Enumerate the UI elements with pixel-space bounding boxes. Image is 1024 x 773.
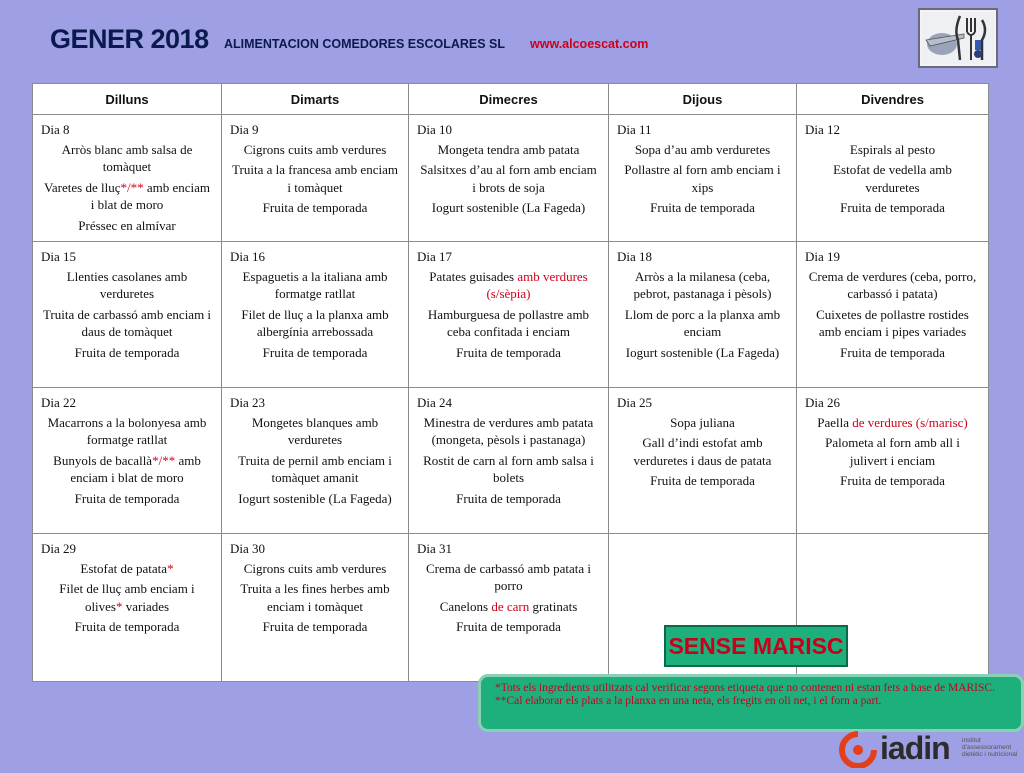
dish-text: gratinats xyxy=(529,598,578,614)
cutlery-logo-icon xyxy=(918,8,998,68)
dish-text: Patates guisades xyxy=(429,268,518,284)
dish-text: Fruita de temporada xyxy=(262,344,368,360)
dish-text: Truita de pernil amb enciam i tomàquet amanit xyxy=(238,452,392,485)
dish-text: Fruita de temporada xyxy=(74,344,180,360)
day-cell xyxy=(797,242,989,388)
dish-item xyxy=(805,199,980,217)
dish-item xyxy=(230,414,400,449)
dish-text: Varetes de lluç xyxy=(43,179,121,195)
dish-text: Iogurt sostenible (La Fageda) xyxy=(238,490,392,506)
dish-item xyxy=(230,344,400,362)
dish-item xyxy=(617,344,788,362)
dish-text: Fruita de temporada xyxy=(840,344,945,360)
page-header xyxy=(0,0,1024,80)
dish-text: Salsitxes d’au al forn amb enciam i brots de soja xyxy=(420,162,597,195)
dish-item xyxy=(41,618,213,636)
dish-highlight-text: de carn xyxy=(491,598,530,614)
dish-text: Canelons xyxy=(439,598,492,614)
dish-item xyxy=(41,452,213,487)
dish-text: amb enciam i blat de moro xyxy=(90,179,211,212)
dish-text: Paella xyxy=(817,414,853,430)
dish-highlight-text: amb verdures (s/sèpia) xyxy=(486,268,588,301)
day-label: Dia 16 xyxy=(230,249,266,264)
website-link[interactable]: www.alcoescat.com xyxy=(530,37,649,51)
iadin-mark-icon xyxy=(838,730,878,768)
dish-item xyxy=(417,414,600,449)
week-row xyxy=(33,242,989,388)
dish-text: Truita a la francesa amb enciam i tomàquet xyxy=(232,162,398,195)
day-label: Dia 17 xyxy=(417,249,453,264)
iadin-logo xyxy=(838,730,1024,768)
dish-item xyxy=(41,141,213,176)
note-line-2: **Cal elaborar els plats a la planxa en una neta, els fregits en oli net, i el forn a part. xyxy=(495,695,882,707)
day-label: Dia 8 xyxy=(41,122,70,137)
dish-text: amb enciam i blat de moro xyxy=(70,452,201,485)
dish-text: Estofat de patata xyxy=(80,560,168,576)
dish-text: Iogurt sostenible (La Fageda) xyxy=(431,200,586,215)
dish-text: variades xyxy=(122,598,170,614)
dish-highlight-text: */** xyxy=(152,452,176,468)
day-cell xyxy=(222,534,409,682)
day-cell xyxy=(409,534,609,682)
day-cell xyxy=(609,388,797,534)
day-cell xyxy=(33,388,222,534)
day-cell xyxy=(609,115,797,242)
menu-table xyxy=(32,83,989,682)
dish-text: Sopa juliana xyxy=(670,414,735,430)
dish-text: Sopa d’au amb verduretes xyxy=(634,141,771,157)
dish-text: Fruita de temporada xyxy=(840,473,945,488)
dish-item xyxy=(417,452,600,487)
dish-item xyxy=(617,306,788,341)
dish-text: Hamburguesa de pollastre amb ceba confitada i enciam xyxy=(427,306,590,339)
dish-text: Bunyols de bacallà xyxy=(53,452,153,468)
dish-highlight-text: de verdures (s/marisc) xyxy=(852,414,968,430)
dish-item xyxy=(805,141,980,159)
dish-text: Gall d’indi estofat amb verduretes i daus de patata xyxy=(633,435,772,468)
dish-text: Truita a les fines herbes amb enciam i tomàquet xyxy=(240,581,390,614)
dish-item xyxy=(230,199,400,217)
weekday-header: Dimarts xyxy=(222,84,409,115)
dish-text: Mongetes blanques amb verduretes xyxy=(251,414,379,447)
dish-item xyxy=(230,580,400,615)
day-label: Dia 29 xyxy=(41,541,77,556)
dish-item xyxy=(805,306,980,341)
dish-item xyxy=(230,490,400,508)
dish-item xyxy=(417,560,600,595)
dish-text: Espirals al pesto xyxy=(849,141,936,157)
day-cell xyxy=(33,534,222,682)
day-label: Dia 18 xyxy=(617,249,653,264)
dish-text: Iogurt sostenible (La Fageda) xyxy=(625,344,780,360)
dish-item xyxy=(417,598,600,616)
dish-text: Cuixetes de pollastre rostides amb enciam i pipes variades xyxy=(816,306,969,339)
day-cell xyxy=(797,115,989,242)
dish-item xyxy=(417,344,600,362)
dish-text: Llenties casolanes amb verduretes xyxy=(66,268,188,301)
dish-item xyxy=(805,268,980,303)
day-cell xyxy=(222,388,409,534)
dish-item xyxy=(417,490,600,508)
dish-item xyxy=(41,580,213,615)
dish-item xyxy=(805,434,980,469)
day-cell xyxy=(409,242,609,388)
dish-item xyxy=(805,161,980,196)
week-row xyxy=(33,115,989,242)
dish-item xyxy=(230,560,400,578)
dish-text: Fruita de temporada xyxy=(650,473,755,488)
dish-text: Fruita de temporada xyxy=(262,200,368,215)
day-cell xyxy=(609,242,797,388)
allergen-note xyxy=(478,674,1024,732)
iadin-subtitle: institut d’assessorament dietètic i nutricional xyxy=(962,737,1018,758)
day-cell xyxy=(33,242,222,388)
dish-text: Estofat de vedella amb verduretes xyxy=(833,162,952,195)
day-cell xyxy=(222,242,409,388)
dish-text: Minestra de verdures amb patata (mongeta, pèsols i pastanaga) xyxy=(423,414,594,447)
weekday-header: Dilluns xyxy=(33,84,222,115)
day-label: Dia 15 xyxy=(41,249,77,264)
dish-text: Préssec en almívar xyxy=(78,217,176,233)
day-label: Dia 25 xyxy=(617,395,653,410)
dish-item xyxy=(417,199,600,217)
weekday-header-row xyxy=(33,84,989,115)
day-label: Dia 12 xyxy=(805,122,841,137)
dish-item xyxy=(417,141,600,159)
dish-text: Fruita de temporada xyxy=(456,344,561,360)
dish-text: Filet de lluç amb enciam i olives xyxy=(59,581,195,614)
weekday-header: Divendres xyxy=(797,84,989,115)
weekday-header: Dimecres xyxy=(409,84,609,115)
day-label: Dia 26 xyxy=(805,395,841,410)
day-label: Dia 19 xyxy=(805,249,841,264)
dish-item xyxy=(230,306,400,341)
dish-text: Fruita de temporada xyxy=(456,490,561,506)
dish-item xyxy=(41,344,213,362)
dish-text: Cigrons cuits amb verdures xyxy=(243,560,387,576)
dish-item xyxy=(41,414,213,449)
day-label: Dia 11 xyxy=(617,122,652,137)
dish-item xyxy=(417,268,600,303)
day-label: Dia 10 xyxy=(417,122,453,137)
dish-text: Filet de lluç a la planxa amb albergínia arrebossada xyxy=(241,306,389,339)
dish-text: Pollastre al forn amb enciam i xips xyxy=(624,162,781,195)
dish-item xyxy=(230,161,400,196)
dish-text: Crema de carbassó amb patata i porro xyxy=(426,560,591,593)
dish-text: Arròs a la milanesa (ceba, pebrot, pastanaga i pèsols) xyxy=(633,268,772,301)
note-line-1: *Tots els ingredients utilitzats cal verificar segons etiqueta que no contenen ni estan fets a base de MARISC. xyxy=(495,682,995,694)
dish-text: Arròs blanc amb salsa de tomàquet xyxy=(61,141,193,174)
dish-text: Macarrons a la bolonyesa amb formatge ratllat xyxy=(47,414,207,447)
dish-text: Fruita de temporada xyxy=(456,619,561,634)
dish-item xyxy=(41,268,213,303)
dish-item xyxy=(230,452,400,487)
dish-item xyxy=(617,161,788,196)
day-label: Dia 23 xyxy=(230,395,266,410)
dish-item xyxy=(417,306,600,341)
page-title: GENER 2018 xyxy=(50,24,209,54)
dish-highlight-text: */** xyxy=(120,179,144,195)
dish-item xyxy=(805,344,980,362)
dish-item xyxy=(230,618,400,636)
day-label: Dia 24 xyxy=(417,395,453,410)
dish-item xyxy=(41,490,213,508)
dish-item xyxy=(617,268,788,303)
dish-item xyxy=(617,199,788,217)
dish-text: Crema de verdures (ceba, porro, carbassó i patata) xyxy=(808,268,977,301)
dish-text: Rostit de carn al forn amb salsa i bolets xyxy=(423,452,594,485)
dish-item xyxy=(417,161,600,196)
dish-item xyxy=(617,141,788,159)
dish-item xyxy=(805,472,980,490)
dish-text: Palometa al forn amb all i julivert i enciam xyxy=(825,435,960,468)
day-cell xyxy=(409,115,609,242)
day-label: Dia 9 xyxy=(230,122,259,137)
dish-item xyxy=(230,141,400,159)
weekday-header: Dijous xyxy=(609,84,797,115)
dish-item xyxy=(41,179,213,214)
day-label: Dia 22 xyxy=(41,395,77,410)
company-name: ALIMENTACION COMEDORES ESCOLARES SL xyxy=(224,37,506,51)
dish-text: Fruita de temporada xyxy=(840,200,945,215)
dish-text: Fruita de temporada xyxy=(74,490,180,506)
week-row xyxy=(33,388,989,534)
dish-text: Llom de porc a la planxa amb enciam xyxy=(624,306,781,339)
dish-text: Fruita de temporada xyxy=(650,200,755,215)
dish-item xyxy=(805,414,980,432)
dish-item xyxy=(41,560,213,578)
dish-item xyxy=(41,217,213,235)
no-seafood-badge: SENSE MARISC xyxy=(664,625,848,667)
dish-text: Espaguetis a la italiana amb formatge ratllat xyxy=(242,268,388,301)
day-cell xyxy=(33,115,222,242)
dish-text: Fruita de temporada xyxy=(74,619,180,634)
dish-text: Fruita de temporada xyxy=(262,619,368,634)
dish-highlight-text: * xyxy=(167,560,174,576)
day-label: Dia 30 xyxy=(230,541,266,556)
dish-item xyxy=(617,414,788,432)
day-label: Dia 31 xyxy=(417,541,453,556)
dish-item xyxy=(41,306,213,341)
dish-text: Mongeta tendra amb patata xyxy=(437,141,580,157)
day-cell xyxy=(222,115,409,242)
dish-item xyxy=(617,472,788,490)
dish-item xyxy=(230,268,400,303)
day-cell xyxy=(797,388,989,534)
dish-highlight-text: * xyxy=(116,598,123,614)
dish-item xyxy=(617,434,788,469)
day-cell xyxy=(409,388,609,534)
dish-item xyxy=(417,618,600,636)
dish-text: Truita de carbassó amb enciam i daus de tomàquet xyxy=(42,306,212,339)
dish-text: Cigrons cuits amb verdures xyxy=(243,141,387,157)
iadin-name: iadin xyxy=(880,730,950,766)
